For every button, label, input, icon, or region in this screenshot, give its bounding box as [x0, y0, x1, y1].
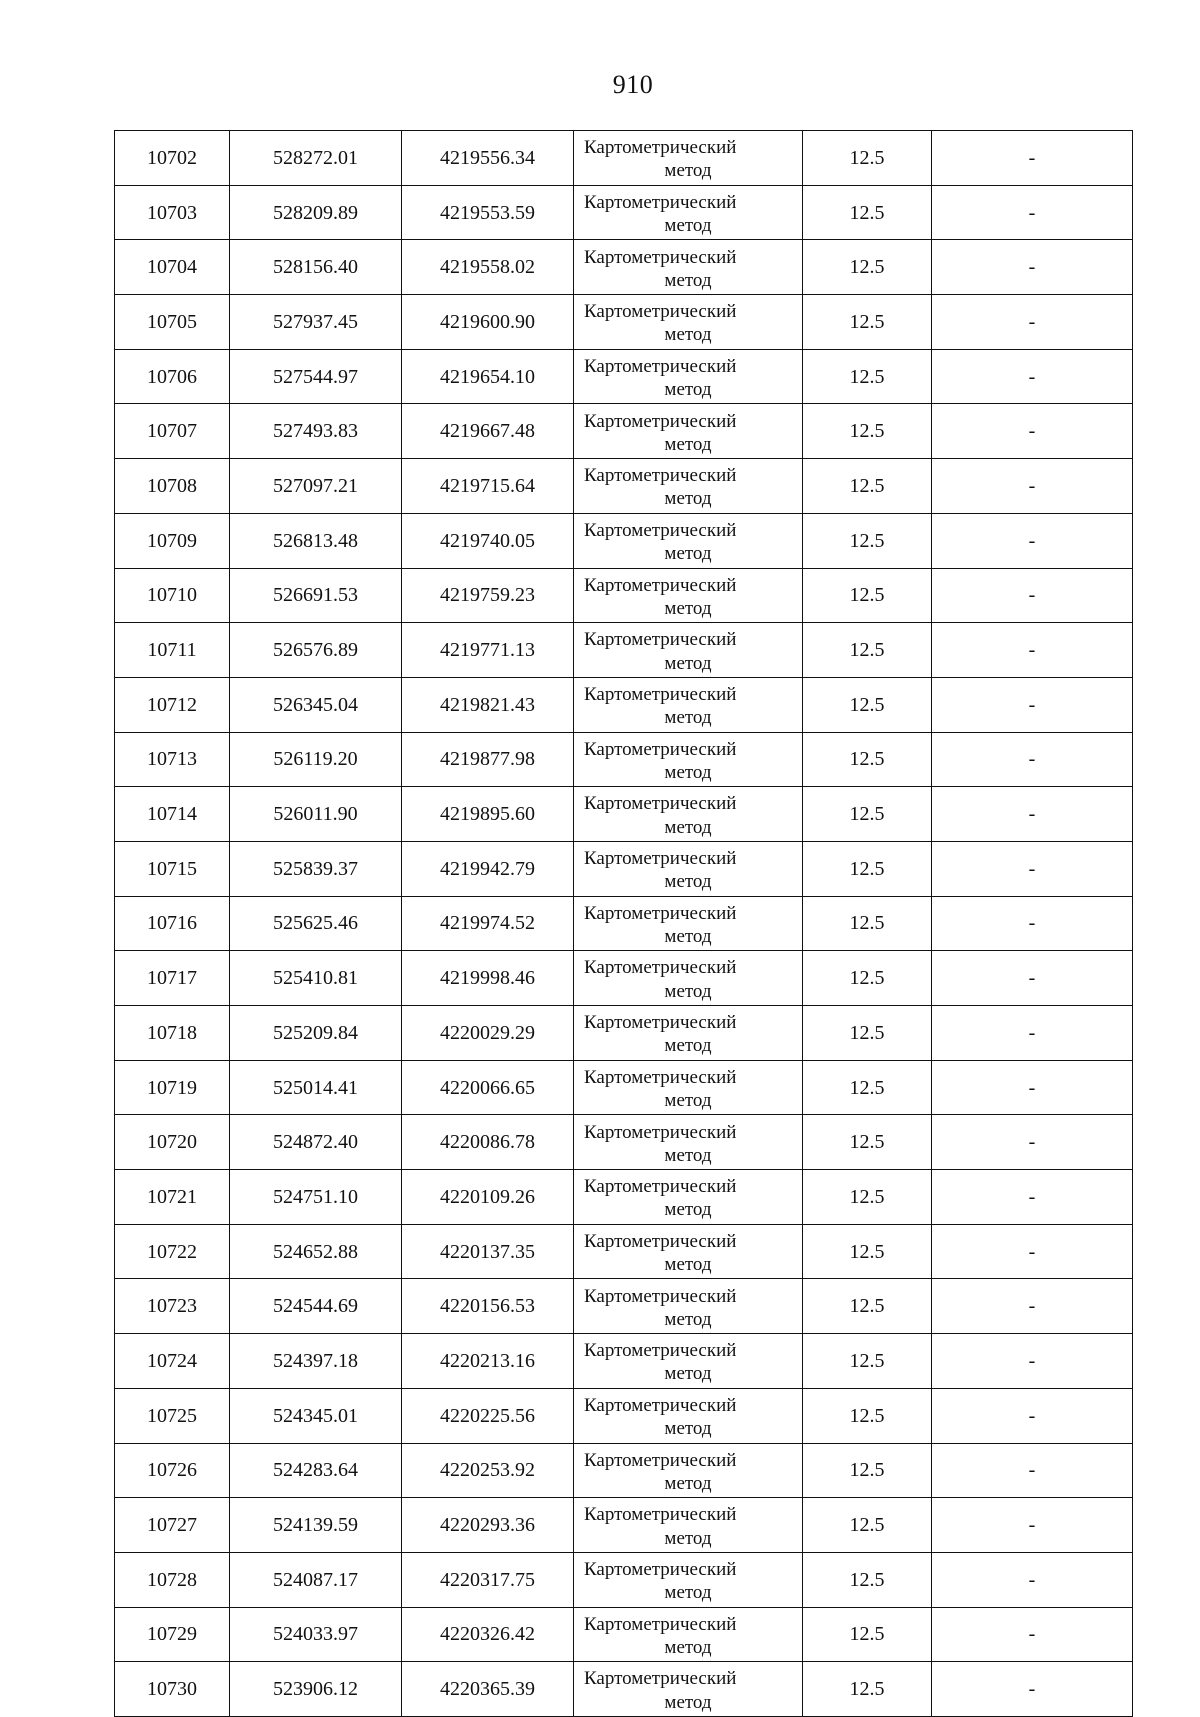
table-row — [115, 1443, 1133, 1498]
x-coordinate-cell: 526691.53 — [230, 568, 402, 623]
method-cell — [574, 1388, 803, 1443]
method-label-line1: Картометрический — [584, 1230, 737, 1252]
accuracy-cell: 12.5 — [803, 896, 932, 951]
note-cell: - — [932, 841, 1133, 896]
note-cell: - — [932, 1498, 1133, 1553]
accuracy-cell: 12.5 — [803, 513, 932, 568]
y-coordinate-cell: 4220066.65 — [402, 1060, 574, 1115]
method-label-line2: метод — [664, 1527, 712, 1549]
y-coordinate-cell: 4219821.43 — [402, 677, 574, 732]
note-cell: - — [932, 1552, 1133, 1607]
method-label-line2: метод — [664, 597, 712, 619]
note-cell: - — [932, 1443, 1133, 1498]
note-cell: - — [932, 951, 1133, 1006]
note-cell: - — [932, 1279, 1133, 1334]
method-label-line1: Картометрический — [584, 191, 737, 213]
method-label-line1: Картометрический — [584, 574, 737, 596]
accuracy-cell: 12.5 — [803, 1498, 932, 1553]
table-row — [115, 1279, 1133, 1334]
accuracy-cell: 12.5 — [803, 568, 932, 623]
y-coordinate-cell: 4219998.46 — [402, 951, 574, 1006]
method-label-line1: Картометрический — [584, 465, 737, 487]
method-cell — [574, 841, 803, 896]
table-row — [115, 240, 1133, 295]
method-label-line1: Картометрический — [584, 1121, 737, 1143]
point-number-cell: 10709 — [115, 513, 230, 568]
y-coordinate-cell: 4220029.29 — [402, 1006, 574, 1061]
method-label-line1: Картометрический — [584, 519, 737, 541]
method-label-line2: метод — [664, 1582, 712, 1604]
note-cell: - — [932, 1388, 1133, 1443]
table-row — [115, 1006, 1133, 1061]
method-label-line2: метод — [664, 1035, 712, 1057]
note-cell: - — [932, 459, 1133, 514]
point-number-cell: 10718 — [115, 1006, 230, 1061]
x-coordinate-cell: 527097.21 — [230, 459, 402, 514]
accuracy-cell: 12.5 — [803, 1060, 932, 1115]
note-cell: - — [932, 1662, 1133, 1717]
x-coordinate-cell: 524872.40 — [230, 1115, 402, 1170]
x-coordinate-cell: 527493.83 — [230, 404, 402, 459]
table-row — [115, 404, 1133, 459]
method-cell — [574, 349, 803, 404]
table-row — [115, 1334, 1133, 1389]
page-number: 910 — [612, 70, 654, 99]
method-cell — [574, 1006, 803, 1061]
y-coordinate-cell: 4220317.75 — [402, 1552, 574, 1607]
note-cell: - — [932, 404, 1133, 459]
note-cell: - — [932, 1060, 1133, 1115]
method-label-line1: Картометрический — [584, 1285, 737, 1307]
method-label-line2: метод — [664, 925, 712, 947]
method-label-line2: метод — [664, 1090, 712, 1112]
method-label-line1: Картометрический — [584, 902, 737, 924]
x-coordinate-cell: 525209.84 — [230, 1006, 402, 1061]
point-number-cell: 10729 — [115, 1607, 230, 1662]
y-coordinate-cell: 4219771.13 — [402, 623, 574, 678]
note-cell: - — [932, 1115, 1133, 1170]
method-cell — [574, 240, 803, 295]
note-cell: - — [932, 677, 1133, 732]
accuracy-cell: 12.5 — [803, 1170, 932, 1225]
point-number-cell: 10728 — [115, 1552, 230, 1607]
method-label-line2: метод — [664, 433, 712, 455]
y-coordinate-cell: 4219715.64 — [402, 459, 574, 514]
x-coordinate-cell: 527937.45 — [230, 295, 402, 350]
method-label-line1: Картометрический — [584, 1066, 737, 1088]
method-label-line2: метод — [664, 1363, 712, 1385]
method-label-line2: метод — [664, 1472, 712, 1494]
accuracy-cell: 12.5 — [803, 459, 932, 514]
note-cell: - — [932, 732, 1133, 787]
point-number-cell: 10712 — [115, 677, 230, 732]
accuracy-cell: 12.5 — [803, 1552, 932, 1607]
method-cell — [574, 1170, 803, 1225]
point-number-cell: 10725 — [115, 1388, 230, 1443]
y-coordinate-cell: 4220365.39 — [402, 1662, 574, 1717]
x-coordinate-cell: 525014.41 — [230, 1060, 402, 1115]
x-coordinate-cell: 526576.89 — [230, 623, 402, 678]
y-coordinate-cell: 4220326.42 — [402, 1607, 574, 1662]
table-row — [115, 1662, 1133, 1717]
method-cell — [574, 623, 803, 678]
method-label-line2: метод — [664, 816, 712, 838]
point-number-cell: 10723 — [115, 1279, 230, 1334]
point-number-cell: 10724 — [115, 1334, 230, 1389]
note-cell: - — [932, 185, 1133, 240]
table-row — [115, 568, 1133, 623]
x-coordinate-cell: 528272.01 — [230, 131, 402, 186]
method-label-line2: метод — [664, 1636, 712, 1658]
point-number-cell: 10706 — [115, 349, 230, 404]
method-label-line2: метод — [664, 980, 712, 1002]
method-label-line2: метод — [664, 1308, 712, 1330]
y-coordinate-cell: 4220109.26 — [402, 1170, 574, 1225]
method-cell — [574, 1060, 803, 1115]
note-cell: - — [932, 568, 1133, 623]
method-label-line1: Картометрический — [584, 1559, 737, 1581]
note-cell: - — [932, 240, 1133, 295]
accuracy-cell: 12.5 — [803, 732, 932, 787]
note-cell: - — [932, 131, 1133, 186]
x-coordinate-cell: 525839.37 — [230, 841, 402, 896]
table-row — [115, 1224, 1133, 1279]
table-row — [115, 1060, 1133, 1115]
table-row — [115, 951, 1133, 1006]
accuracy-cell: 12.5 — [803, 841, 932, 896]
method-cell — [574, 1334, 803, 1389]
method-label-line1: Картометрический — [584, 246, 737, 268]
point-number-cell: 10714 — [115, 787, 230, 842]
point-number-cell: 10702 — [115, 131, 230, 186]
x-coordinate-cell: 528156.40 — [230, 240, 402, 295]
method-label-line2: метод — [664, 543, 712, 565]
method-cell — [574, 1443, 803, 1498]
x-coordinate-cell: 524345.01 — [230, 1388, 402, 1443]
method-label-line2: метод — [664, 652, 712, 674]
table-row — [115, 732, 1133, 787]
note-cell: - — [932, 623, 1133, 678]
table-row — [115, 896, 1133, 951]
table-row — [115, 841, 1133, 896]
method-cell — [574, 459, 803, 514]
y-coordinate-cell: 4220225.56 — [402, 1388, 574, 1443]
method-label-line1: Картометрический — [584, 1449, 737, 1471]
method-label-line2: метод — [664, 160, 712, 182]
table-row — [115, 459, 1133, 514]
method-label-line1: Картометрический — [584, 137, 737, 159]
method-cell — [574, 951, 803, 1006]
table-row — [115, 295, 1133, 350]
method-cell — [574, 1224, 803, 1279]
coordinates-table — [114, 130, 1133, 1717]
method-label-line2: метод — [664, 269, 712, 291]
point-number-cell: 10730 — [115, 1662, 230, 1717]
method-label-line2: метод — [664, 1418, 712, 1440]
method-label-line2: метод — [664, 1691, 712, 1713]
method-label-line1: Картометрический — [584, 629, 737, 651]
point-number-cell: 10704 — [115, 240, 230, 295]
table-row — [115, 1498, 1133, 1553]
method-label-line1: Картометрический — [584, 793, 737, 815]
method-label-line2: метод — [664, 871, 712, 893]
point-number-cell: 10726 — [115, 1443, 230, 1498]
method-label-line2: метод — [664, 761, 712, 783]
accuracy-cell: 12.5 — [803, 787, 932, 842]
method-label-line1: Картометрический — [584, 1504, 737, 1526]
accuracy-cell: 12.5 — [803, 1388, 932, 1443]
table-row — [115, 349, 1133, 404]
accuracy-cell: 12.5 — [803, 1334, 932, 1389]
method-label-line1: Картометрический — [584, 684, 737, 706]
method-label-line2: метод — [664, 1199, 712, 1221]
y-coordinate-cell: 4220137.35 — [402, 1224, 574, 1279]
note-cell: - — [932, 1607, 1133, 1662]
x-coordinate-cell: 526011.90 — [230, 787, 402, 842]
y-coordinate-cell: 4219553.59 — [402, 185, 574, 240]
method-cell — [574, 1279, 803, 1334]
table-row — [115, 677, 1133, 732]
point-number-cell: 10713 — [115, 732, 230, 787]
point-number-cell: 10719 — [115, 1060, 230, 1115]
y-coordinate-cell: 4219558.02 — [402, 240, 574, 295]
y-coordinate-cell: 4220213.16 — [402, 1334, 574, 1389]
x-coordinate-cell: 524139.59 — [230, 1498, 402, 1553]
method-label-line1: Картометрический — [584, 1340, 737, 1362]
note-cell: - — [932, 1334, 1133, 1389]
accuracy-cell: 12.5 — [803, 1115, 932, 1170]
y-coordinate-cell: 4219667.48 — [402, 404, 574, 459]
y-coordinate-cell: 4219759.23 — [402, 568, 574, 623]
point-number-cell: 10716 — [115, 896, 230, 951]
accuracy-cell: 12.5 — [803, 349, 932, 404]
method-label-line1: Картометрический — [584, 355, 737, 377]
point-number-cell: 10727 — [115, 1498, 230, 1553]
note-cell: - — [932, 1006, 1133, 1061]
point-number-cell: 10708 — [115, 459, 230, 514]
x-coordinate-cell: 525625.46 — [230, 896, 402, 951]
y-coordinate-cell: 4219942.79 — [402, 841, 574, 896]
method-cell — [574, 295, 803, 350]
y-coordinate-cell: 4219895.60 — [402, 787, 574, 842]
note-cell: - — [932, 787, 1133, 842]
accuracy-cell: 12.5 — [803, 1006, 932, 1061]
note-cell: - — [932, 1224, 1133, 1279]
point-number-cell: 10703 — [115, 185, 230, 240]
method-cell — [574, 131, 803, 186]
method-label-line2: метод — [664, 324, 712, 346]
x-coordinate-cell: 524544.69 — [230, 1279, 402, 1334]
note-cell: - — [932, 896, 1133, 951]
method-cell — [574, 732, 803, 787]
x-coordinate-cell: 526119.20 — [230, 732, 402, 787]
y-coordinate-cell: 4219877.98 — [402, 732, 574, 787]
point-number-cell: 10710 — [115, 568, 230, 623]
method-cell — [574, 896, 803, 951]
method-cell — [574, 787, 803, 842]
method-cell — [574, 513, 803, 568]
table-row — [115, 1170, 1133, 1225]
point-number-cell: 10720 — [115, 1115, 230, 1170]
y-coordinate-cell: 4220253.92 — [402, 1443, 574, 1498]
accuracy-cell: 12.5 — [803, 131, 932, 186]
x-coordinate-cell: 524652.88 — [230, 1224, 402, 1279]
y-coordinate-cell: 4220086.78 — [402, 1115, 574, 1170]
method-cell — [574, 677, 803, 732]
method-label-line2: метод — [664, 1144, 712, 1166]
x-coordinate-cell: 524751.10 — [230, 1170, 402, 1225]
y-coordinate-cell: 4220156.53 — [402, 1279, 574, 1334]
method-label-line2: метод — [664, 379, 712, 401]
x-coordinate-cell: 524283.64 — [230, 1443, 402, 1498]
point-number-cell: 10705 — [115, 295, 230, 350]
method-cell — [574, 1115, 803, 1170]
method-cell — [574, 568, 803, 623]
accuracy-cell: 12.5 — [803, 295, 932, 350]
accuracy-cell: 12.5 — [803, 185, 932, 240]
table-row — [115, 1388, 1133, 1443]
x-coordinate-cell: 528209.89 — [230, 185, 402, 240]
method-label-line1: Картометрический — [584, 848, 737, 870]
x-coordinate-cell: 524087.17 — [230, 1552, 402, 1607]
method-label-line1: Картометрический — [584, 738, 737, 760]
y-coordinate-cell: 4219556.34 — [402, 131, 574, 186]
method-label-line2: метод — [664, 488, 712, 510]
accuracy-cell: 12.5 — [803, 1662, 932, 1717]
table-row — [115, 185, 1133, 240]
method-label-line1: Картометрический — [584, 1668, 737, 1690]
point-number-cell: 10711 — [115, 623, 230, 678]
accuracy-cell: 12.5 — [803, 1224, 932, 1279]
table-row — [115, 1607, 1133, 1662]
accuracy-cell: 12.5 — [803, 1443, 932, 1498]
table-row — [115, 623, 1133, 678]
table-row — [115, 513, 1133, 568]
method-cell — [574, 1498, 803, 1553]
point-number-cell: 10707 — [115, 404, 230, 459]
x-coordinate-cell: 525410.81 — [230, 951, 402, 1006]
y-coordinate-cell: 4219654.10 — [402, 349, 574, 404]
table-row — [115, 1115, 1133, 1170]
accuracy-cell: 12.5 — [803, 404, 932, 459]
y-coordinate-cell: 4220293.36 — [402, 1498, 574, 1553]
accuracy-cell: 12.5 — [803, 1279, 932, 1334]
note-cell: - — [932, 349, 1133, 404]
accuracy-cell: 12.5 — [803, 240, 932, 295]
x-coordinate-cell: 526345.04 — [230, 677, 402, 732]
method-label-line1: Картометрический — [584, 1613, 737, 1635]
table-row — [115, 131, 1133, 186]
note-cell: - — [932, 295, 1133, 350]
point-number-cell: 10715 — [115, 841, 230, 896]
y-coordinate-cell: 4219974.52 — [402, 896, 574, 951]
accuracy-cell: 12.5 — [803, 1607, 932, 1662]
x-coordinate-cell: 524033.97 — [230, 1607, 402, 1662]
method-label-line2: метод — [664, 1254, 712, 1276]
coordinates-table-body — [115, 131, 1133, 1717]
accuracy-cell: 12.5 — [803, 623, 932, 678]
method-cell — [574, 1552, 803, 1607]
method-label-line2: метод — [664, 707, 712, 729]
method-label-line1: Картометрический — [584, 410, 737, 432]
x-coordinate-cell: 524397.18 — [230, 1334, 402, 1389]
y-coordinate-cell: 4219600.90 — [402, 295, 574, 350]
x-coordinate-cell: 523906.12 — [230, 1662, 402, 1717]
method-label-line1: Картометрический — [584, 957, 737, 979]
table-row — [115, 787, 1133, 842]
table-row — [115, 1552, 1133, 1607]
method-label-line1: Картометрический — [584, 1394, 737, 1416]
y-coordinate-cell: 4219740.05 — [402, 513, 574, 568]
method-cell — [574, 404, 803, 459]
method-cell — [574, 1662, 803, 1717]
method-label-line1: Картометрический — [584, 301, 737, 323]
accuracy-cell: 12.5 — [803, 677, 932, 732]
method-label-line1: Картометрический — [584, 1176, 737, 1198]
accuracy-cell: 12.5 — [803, 951, 932, 1006]
note-cell: - — [932, 513, 1133, 568]
method-label-line1: Картометрический — [584, 1012, 737, 1034]
point-number-cell: 10717 — [115, 951, 230, 1006]
x-coordinate-cell: 527544.97 — [230, 349, 402, 404]
point-number-cell: 10721 — [115, 1170, 230, 1225]
method-label-line2: метод — [664, 215, 712, 237]
method-cell — [574, 1607, 803, 1662]
note-cell: - — [932, 1170, 1133, 1225]
point-number-cell: 10722 — [115, 1224, 230, 1279]
method-cell — [574, 185, 803, 240]
x-coordinate-cell: 526813.48 — [230, 513, 402, 568]
